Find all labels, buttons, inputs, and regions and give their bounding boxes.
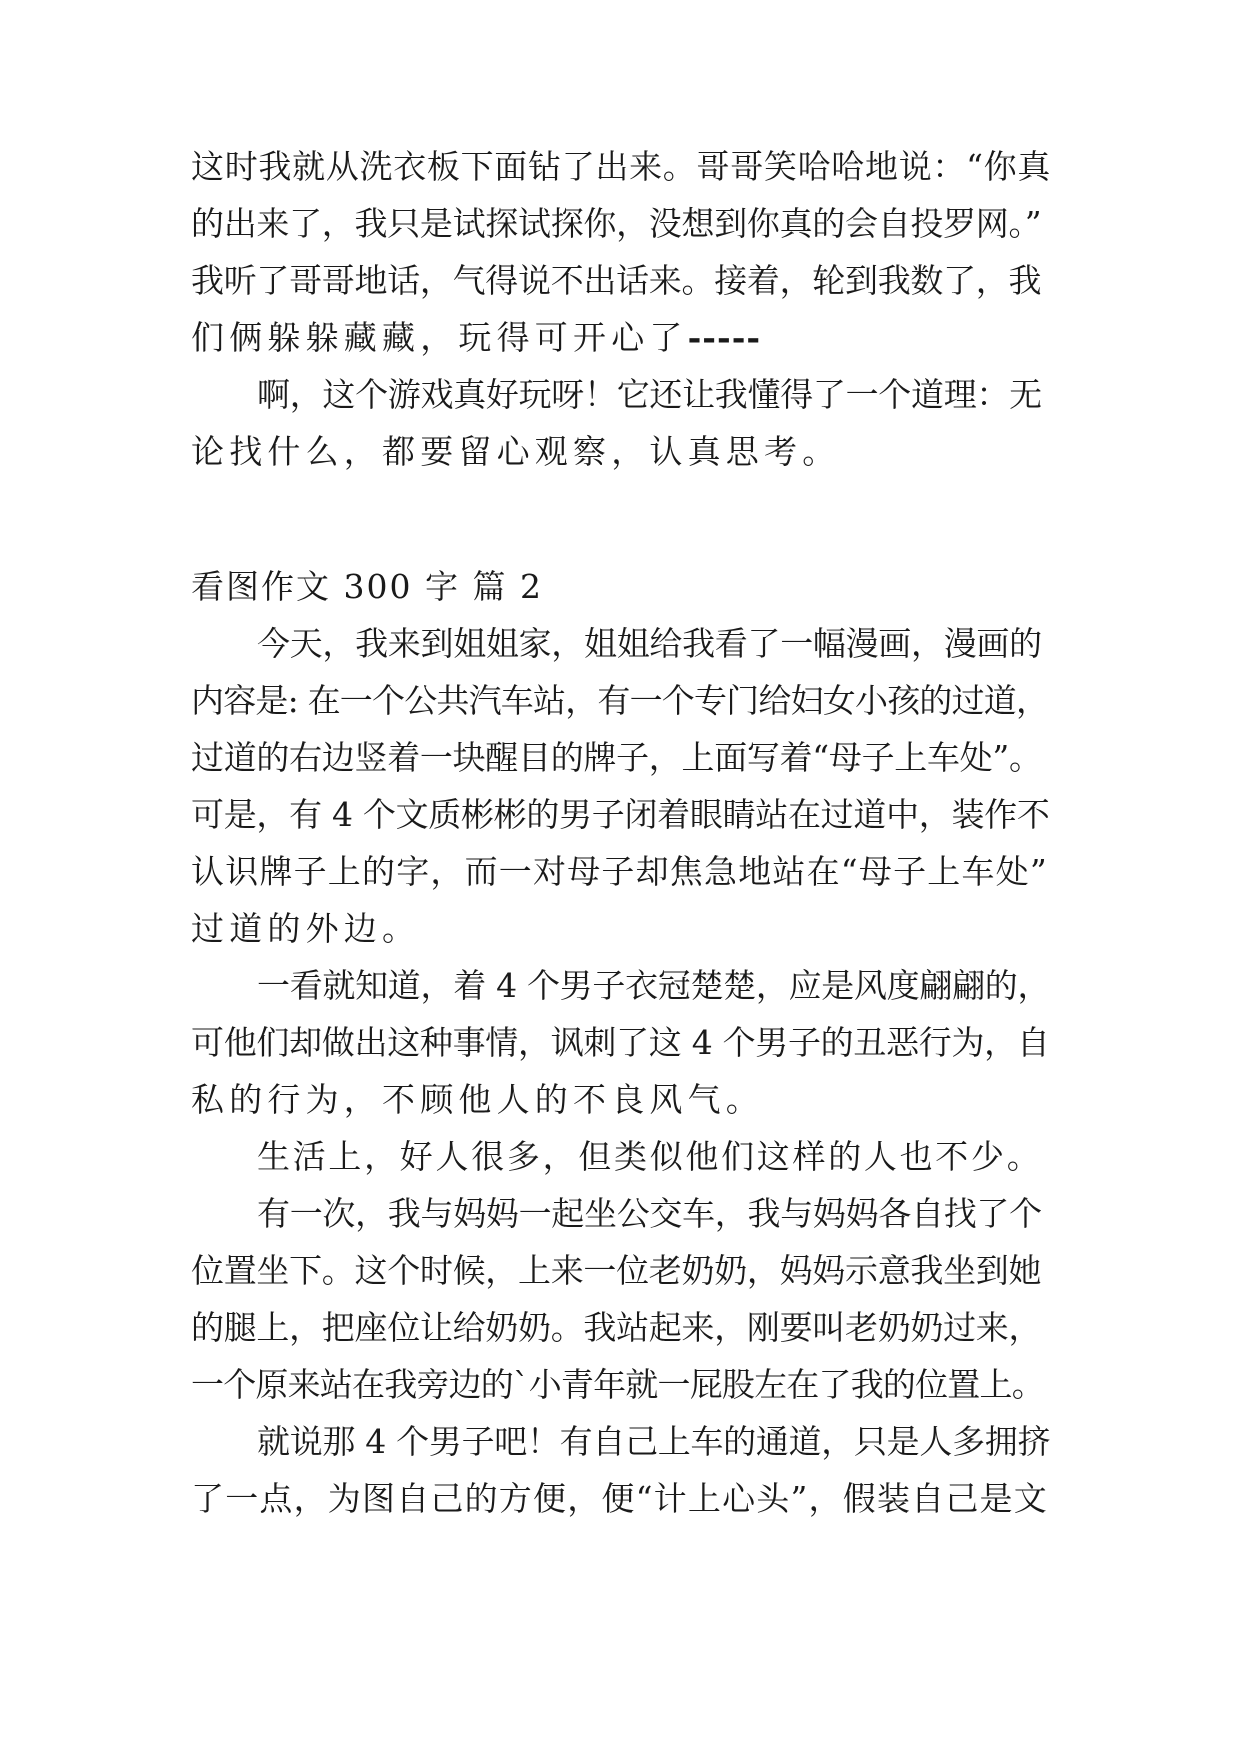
text-line: 过道的右边竖着一块醒目的牌子，上面写着“母子上车处”。 (191, 738, 1042, 777)
text-line: 就说那 4 个男子吧！有自己上车的通道，只是人多拥挤 (257, 1422, 1051, 1461)
text-line: 可是，有 4 个文质彬彬的男子闭着眼睛站在过道中，装作不 (191, 795, 1050, 834)
text-line: 内容是: 在一个公共汽车站，有一个专门给妇女小孩的过道， (191, 681, 1049, 720)
text-line: 认识牌子上的字，而一对母子却焦急地站在“母子上车处” (191, 852, 1048, 891)
text-line: 有一次，我与妈妈一起坐公交车，我与妈妈各自找了个 (257, 1194, 1042, 1233)
text-line: 可他们却做出这种事情，讽刺了这 4 个男子的丑恶行为，自 (191, 1023, 1050, 1062)
text-line: 啊，这个游戏真好玩呀！它还让我懂得了一个道理：无 (257, 375, 1042, 414)
text-line: 私的行为，不顾他人的不良风气。 (191, 1080, 764, 1119)
text-line: 过道的外边。 (191, 909, 421, 948)
text-line: 一个原来站在我旁边的`小青年就一屁股左在了我的位置上。 (191, 1365, 1044, 1404)
text-line: 我听了哥哥地话，气得说不出话来。接着，轮到我数了，我 (191, 261, 1042, 300)
section-title: 看图作文 300 字 篇 2 (191, 567, 543, 606)
text-line: 位置坐下。这个时候，上来一位老奶奶，妈妈示意我坐到她 (191, 1251, 1042, 1290)
ending-dashes: ----- (687, 318, 762, 357)
text-line: 的腿上，把座位让给奶奶。我站起来，刚要叫老奶奶过来， (191, 1308, 1042, 1347)
text-line: 了一点，为图自己的方便，便“计上心头”，假装自己是文 (191, 1479, 1048, 1518)
text-line (191, 318, 1051, 358)
text-line: 今天，我来到姐姐家，姐姐给我看了一幅漫画，漫画的 (257, 624, 1042, 663)
text-line: 这时我就从洗衣板下面钻了出来。哥哥笑哈哈地说：“你真 (191, 147, 1052, 186)
text-line: 的出来了，我只是试探试探你，没想到你真的会自投罗网。” (191, 204, 1042, 243)
text-line: 论找什么，都要留心观察，认真思考。 (191, 432, 841, 471)
text-segment: 们俩躲躲藏藏，玩得可开心了 (191, 318, 688, 357)
text-line: 生活上，好人很多，但类似他们这样的人也不少。 (257, 1137, 1043, 1176)
text-line: 一看就知道，着 4 个男子衣冠楚楚，应是风度翩翩的， (257, 966, 1051, 1005)
